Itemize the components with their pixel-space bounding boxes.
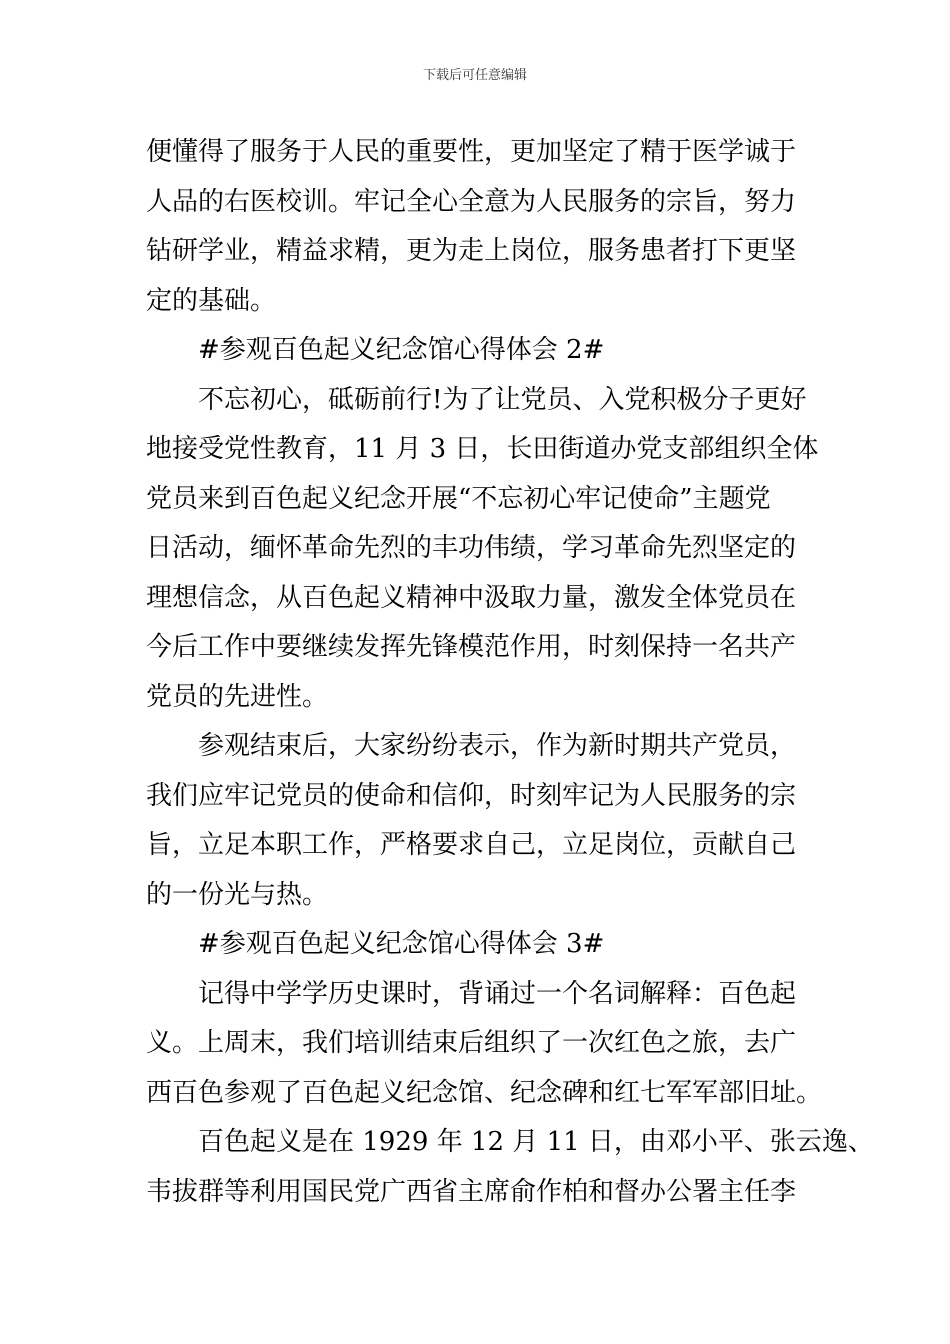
text-line: 的一份光与热。 (146, 879, 329, 910)
text-line: 党员来到百色起义纪念开展“不忘初心牢记使命”主题党 (146, 483, 771, 514)
text-line: 记得中学学历史课时，背诵过一个名词解释：百色起 (198, 978, 797, 1009)
text-line: 日活动，缅怀革命先烈的丰功伟绩，学习革命先烈坚定的 (146, 533, 797, 563)
text-line: 义。上周末，我们培训结束后组织了一次红色之旅，去广 (146, 1028, 797, 1058)
document-body (146, 128, 874, 1217)
text-line: 韦拔群等利用国民党广西省主席俞作柏和督办公署主任李 (146, 1176, 797, 1207)
text-line: 人品的右医校训。牢记全心全意为人民服务的宗旨，努力 (146, 186, 797, 217)
text-line: 便懂得了服务于人民的重要性，更加坚定了精于医学诚于 (146, 137, 797, 167)
section-heading: #参观百色起义纪念馆心得体会 3# (198, 929, 605, 959)
text-line: 党员的先进性。 (146, 681, 329, 712)
text-line: 西百色参观了百色起义纪念馆、纪念碑和红七军军部旧址。 (146, 1077, 823, 1108)
text-line: 旨，立足本职工作，严格要求自己，立足岗位，贡献自己 (146, 830, 797, 860)
text-line: 理想信念，从百色起义精神中汲取力量，激发全体党员在 (146, 582, 797, 613)
text-line: 参观结束后，大家纷纷表示，作为新时期共产党员， (198, 731, 797, 761)
text-line: 不忘初心，砥砺前行!为了让党员、入党积极分子更好 (198, 384, 807, 415)
text-line: 百色起义是在 1929 年 12 月 11 日，由邓小平、张云逸、 (198, 1127, 874, 1157)
text-line: 钻研学业，精益求精，更为走上岗位，服务患者打下更坚 (146, 236, 797, 266)
section-heading: #参观百色起义纪念馆心得体会 2# (198, 335, 605, 365)
text-line: 地接受党性教育，11 月 3 日，长田街道办党支部组织全体 (146, 434, 819, 464)
page-header: 下载后可任意编辑 (422, 68, 527, 83)
text-line: 我们应牢记党员的使命和信仰，时刻牢记为人民服务的宗 (146, 780, 797, 811)
text-line: 定的基础。 (146, 285, 277, 316)
text-line: 今后工作中要继续发挥先锋模范作用，时刻保持一名共产 (146, 632, 797, 662)
